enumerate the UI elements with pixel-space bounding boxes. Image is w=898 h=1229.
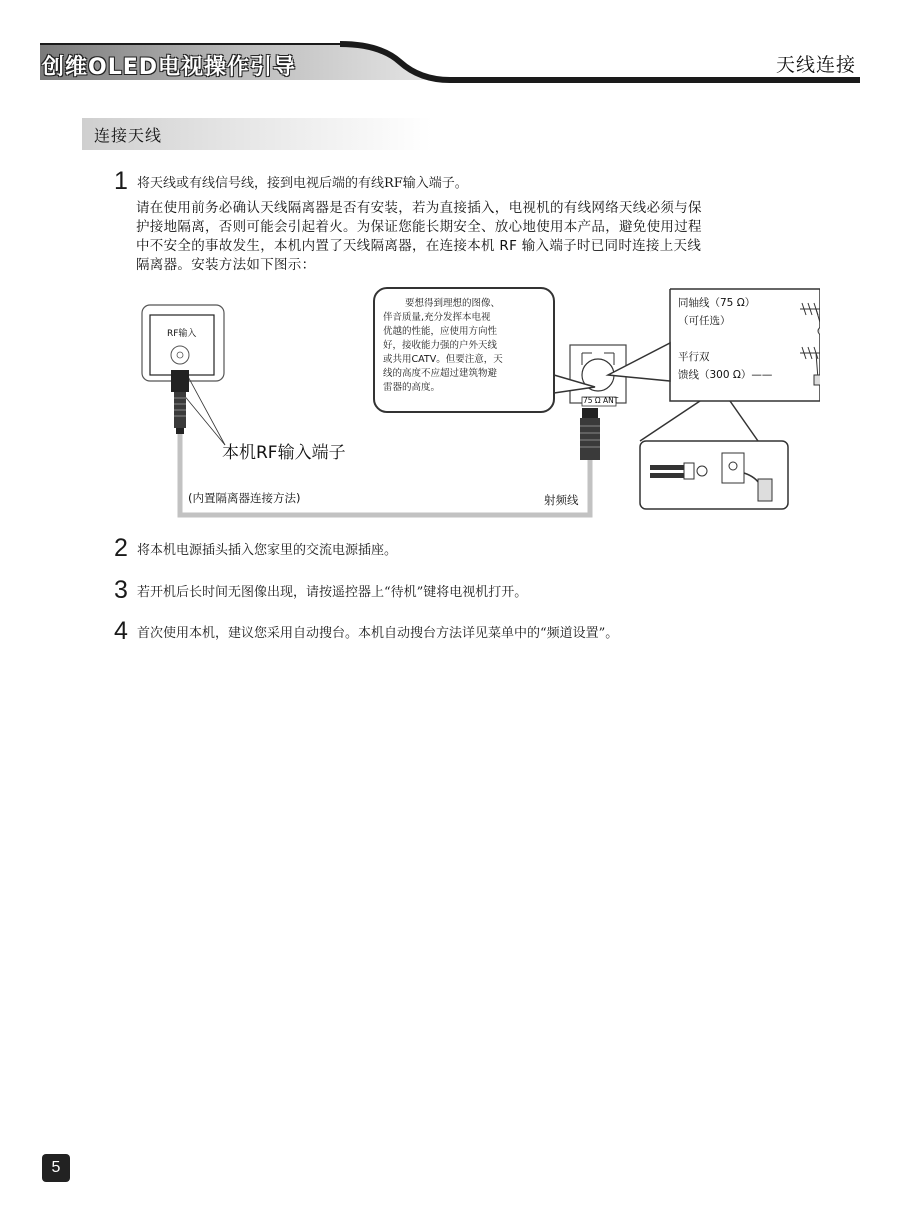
safety-paragraph [136, 199, 860, 275]
antenna-plug-icon [582, 408, 598, 418]
twin-lead-label: 平行双 [678, 351, 710, 363]
rf-port-frame [150, 315, 214, 375]
callout-line: 要想得到理想的图像、 [405, 298, 501, 309]
callout-line: 好，接收能力强的户外天线 [383, 340, 498, 351]
antenna-advice-callout [373, 287, 555, 413]
step-number: 1 [114, 167, 128, 195]
step-number: 4 [114, 617, 128, 645]
step-text: 首次使用本机，建议您采用自动搜台。本机自动搜台方法详见菜单中的“频道设置”。 [137, 626, 619, 641]
step-text: 若开机后长时间无图像出现，请按遥控器上“待机”键将电视机打开。 [137, 585, 528, 600]
callout-line: 线的高度不应超过建筑物避 [383, 368, 498, 379]
rf-plug-icon [171, 370, 189, 392]
paragraph-line: 护接地隔离，否则可能会引起着火。为保证您能长期安全、放心地使用本产品，避免使用过程 [136, 219, 702, 235]
step-3 [114, 576, 527, 605]
twin-lead-impedance-label: 馈线（300 Ω）—— [678, 369, 773, 381]
step-number: 3 [114, 576, 128, 604]
ant-label: 75 Ω ANT [583, 396, 619, 405]
callout-line: 或共用CATV。但要注意，天 [383, 354, 503, 365]
paragraph-line: 请在使用前务必确认天线隔离器是否有安装，若为直接插入，电视机的有线网络天线必须与保 [136, 200, 702, 216]
rf-terminal-label: 本机RF输入端子 [222, 443, 346, 463]
coax-optional-label: （可任选） [678, 315, 731, 327]
rf-port-label: RF输入 [167, 329, 197, 339]
coax-label: 同轴线（75 Ω） [678, 297, 756, 309]
rf-cable-label: 射频线 [544, 493, 579, 507]
step-1 [114, 167, 468, 196]
step-text: 将天线或有线信号线，接到电视后端的有线RF输入端子。 [137, 176, 468, 191]
paragraph-line: 隔离器。安装方法如下图示： [136, 257, 316, 273]
callout-line: 优越的性能，应使用方向性 [383, 326, 498, 337]
step-text: 将本机电源插头插入您家里的交流电源插座。 [137, 543, 398, 558]
header-section-name: 天线连接 [775, 54, 856, 76]
header-title: 创维OLED电视操作引导 [42, 55, 297, 80]
page-header [0, 0, 898, 100]
callout-line: 雷器的高度。 [383, 382, 441, 393]
built-in-method-label: (内置隔离器连接方法) [188, 491, 301, 505]
step-4 [114, 617, 618, 646]
callout-line: 伴音质量,充分发挥本电视 [383, 312, 491, 323]
paragraph-line: 中不安全的事故发生，本机内置了天线隔离器，在连接本机 RF 输入端子时已同时连接上天线 [136, 238, 702, 254]
section-title: 连接天线 [94, 126, 163, 145]
step-2 [114, 534, 397, 563]
page-number: 5 [42, 1154, 70, 1182]
step-number: 2 [114, 534, 128, 562]
